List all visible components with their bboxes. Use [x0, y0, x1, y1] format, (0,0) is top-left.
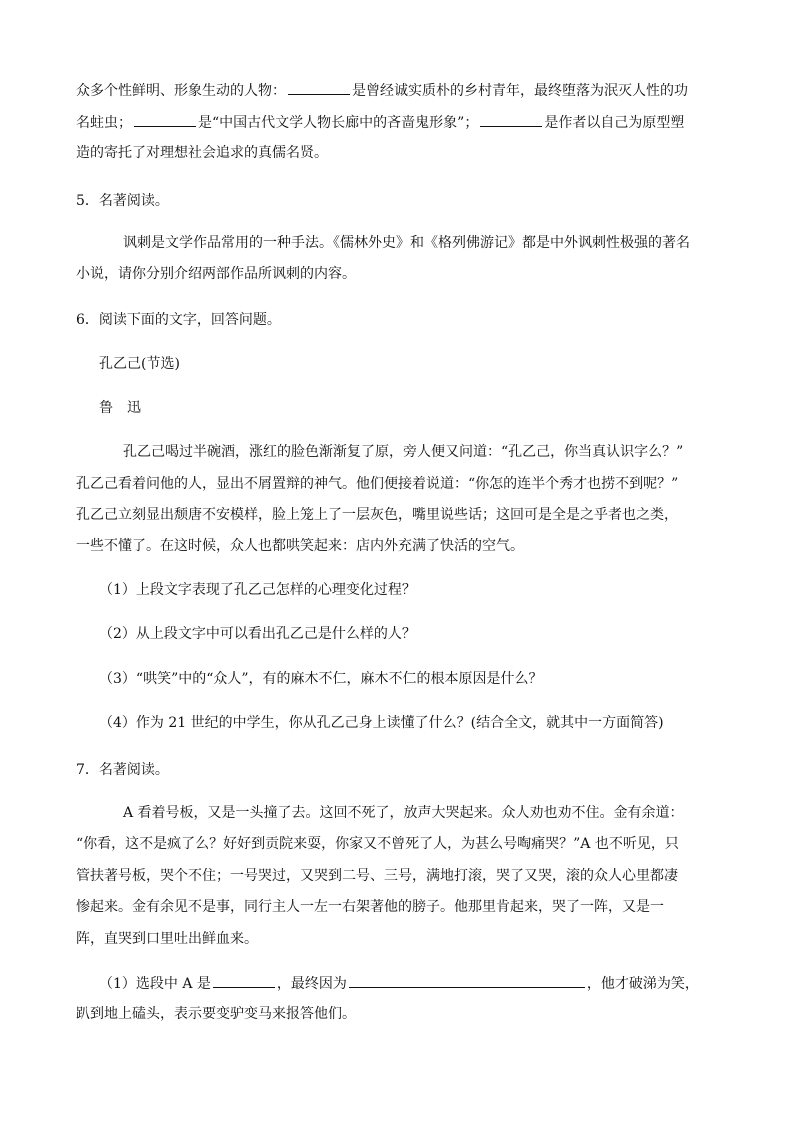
- intro-text: 众多个性鲜明、形象生动的人物：: [76, 83, 286, 99]
- sub-question: （1）上段文字表现了孔乙己怎样的心理变化过程？: [99, 582, 416, 598]
- intro-text: 是曾经诚实质朴的乡村青年，最终堕落为泯灭人性的功: [352, 83, 688, 99]
- document-page: [76, 0, 726, 1123]
- question-7-heading: 7．名著阅读。: [76, 762, 169, 778]
- answer-blank[interactable]: [134, 112, 196, 127]
- answer-blank[interactable]: [480, 112, 542, 127]
- passage-title: 孔乙己(节选): [99, 356, 180, 372]
- passage-paragraph: 孔乙己喝过半碗酒，涨红的脸色渐渐复了原，旁人便又问道：“孔乙己，你当真认识字么？”: [123, 444, 684, 460]
- excerpt-paragraph: 阵，直哭到口里吐出鲜血来。: [76, 931, 258, 947]
- intro-text: 名蛀虫；: [76, 115, 132, 131]
- sub-question: （2）从上段文字中可以看出孔乙己是什么样的人？: [99, 626, 416, 642]
- sub-question: （4）作为 21 世纪的中学生，你从孔乙己身上读懂了什么？(结合全文，就其中一方面简答): [99, 715, 664, 731]
- sub-question-text: ，他才破涕为笑，: [586, 976, 699, 992]
- sub-question-text: 趴到地上磕头，表示要变驴变马来报答他们。: [76, 1006, 356, 1022]
- sub-question-text: （1）选段中 A 是: [99, 976, 211, 992]
- answer-blank[interactable]: [213, 973, 275, 988]
- question-5-paragraph: 小说，请你分别介绍两部作品所讽刺的内容。: [76, 266, 356, 282]
- passage-paragraph: 一些不懂了。在这时候，众人也都哄笑起来：店内外充满了快活的空气。: [76, 538, 524, 554]
- sub-question: （3）“哄笑”中的“众人”，有的麻木不仁，麻木不仁的根本原因是什么？: [99, 671, 543, 687]
- intro-text: 造的寄托了对理想社会追求的真儒名贤。: [76, 145, 328, 161]
- excerpt-paragraph: 管扶著号板，哭个不住；一号哭过，又哭到二号、三号，满地打滚，哭了又哭，滚的众人心里都凄: [76, 868, 678, 884]
- answer-blank[interactable]: [288, 80, 350, 95]
- excerpt-paragraph: “你看，这不是疯了么？好好到贡院来耍，你家又不曾死了人，为甚么号啕痛哭？”A 也不听见，只: [76, 836, 679, 852]
- intro-line-3: [76, 143, 328, 163]
- sub-question-fill: [99, 973, 699, 993]
- excerpt-paragraph: 惨起来。金有余见不是事，同行主人一左一右架著他的膀子。他那里肯起来，哭了一阵，又是一: [76, 899, 664, 915]
- question-5-heading: 5．名著阅读。: [76, 193, 169, 209]
- passage-author: 鲁 迅: [99, 400, 141, 416]
- intro-line-1: [76, 80, 688, 100]
- passage-paragraph: 孔乙己立刻显出颓唐不安模样，脸上笼上了一层灰色，嘴里说些话；这回可是全是之乎者也之类，: [76, 507, 678, 523]
- excerpt-paragraph: A 看着号板，又是一头撞了去。这回不死了，放声大哭起来。众人劝也劝不住。金有余道：: [123, 805, 684, 821]
- intro-text: 是作者以自己为原型塑: [544, 115, 685, 131]
- intro-line-2: [76, 112, 684, 132]
- answer-blank[interactable]: [349, 973, 585, 988]
- intro-text: 是“中国古代文学人物长廊中的吝啬鬼形象”；: [198, 115, 479, 131]
- sub-question-text: ，最终因为: [276, 976, 347, 992]
- question-5-paragraph: 讽刺是文学作品常用的一种手法。《儒林外史》和《格列佛游记》都是中外讽刺性极强的著名: [123, 235, 690, 251]
- question-6-heading: 6．阅读下面的文字，回答问题。: [76, 312, 281, 328]
- passage-paragraph: 孔乙己看着问他的人，显出不屑置辩的神气。他们便接着说道：“你怎的连半个秀才也捞不到呢？”: [76, 476, 679, 492]
